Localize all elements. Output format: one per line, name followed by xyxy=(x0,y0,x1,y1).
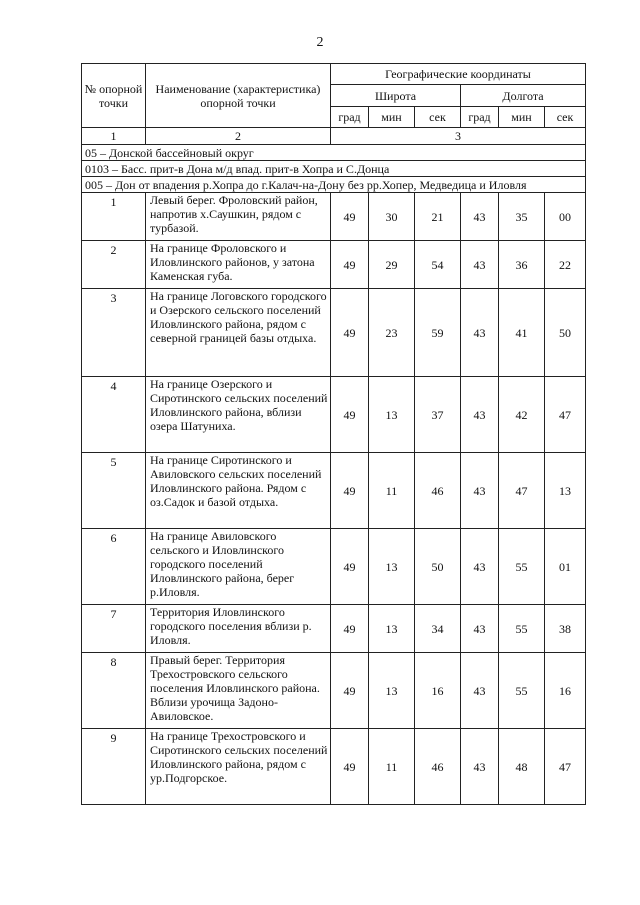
header-lon-deg: град xyxy=(461,107,499,128)
lon-min: 55 xyxy=(499,529,545,605)
lat-min: 29 xyxy=(369,241,415,289)
lon-deg: 43 xyxy=(461,289,499,377)
lon-deg: 43 xyxy=(461,241,499,289)
lon-min: 36 xyxy=(499,241,545,289)
point-number: 2 xyxy=(82,241,146,289)
lat-min: 13 xyxy=(369,377,415,453)
lat-min: 11 xyxy=(369,453,415,529)
point-description: Правый берег. Территория Трехостровского сельского поселения Иловлинского района. Вблизи урочища Задоно-Авиловское. xyxy=(146,653,331,729)
group-subbasin: 0103 – Басс. прит-в Дона м/д впад. прит-в Хопра и С.Донца xyxy=(82,161,586,177)
column-index-1: 1 xyxy=(82,128,146,145)
lat-deg: 49 xyxy=(331,529,369,605)
point-description: На границе Логовского городского и Озерского сельского поселений Иловлинского района, рядом с северной границей базы отдыха. xyxy=(146,289,331,377)
header-point-name: Наименование (характеристика) опорной точки xyxy=(146,64,331,128)
lon-deg: 43 xyxy=(461,729,499,805)
lon-sec: 38 xyxy=(545,605,586,653)
point-description: На границе Сиротинского и Авиловского сельских поселений Иловлинского района. Рядом с оз.Садок и базой отдыха. xyxy=(146,453,331,529)
point-description: На границе Фроловского и Иловлинского районов, у затона Каменская губа. xyxy=(146,241,331,289)
table-row xyxy=(82,377,586,453)
lat-deg: 49 xyxy=(331,729,369,805)
lon-min: 47 xyxy=(499,453,545,529)
lat-min: 13 xyxy=(369,529,415,605)
lat-min: 13 xyxy=(369,653,415,729)
point-number: 5 xyxy=(82,453,146,529)
lat-sec: 21 xyxy=(415,193,461,241)
table-row xyxy=(82,453,586,529)
point-number: 4 xyxy=(82,377,146,453)
point-description: Левый берег. Фроловский район, напротив х.Саушкин, рядом с турбазой. xyxy=(146,193,331,241)
lon-deg: 43 xyxy=(461,453,499,529)
lon-min: 55 xyxy=(499,605,545,653)
header-latitude: Широта xyxy=(331,85,461,107)
point-description: Территория Иловлинского городского поселения вблизи р. Иловля. xyxy=(146,605,331,653)
lon-deg: 43 xyxy=(461,529,499,605)
lat-sec: 59 xyxy=(415,289,461,377)
point-description: На границе Озерского и Сиротинского сельских поселений Иловлинского района, вблизи озера Шатуниха. xyxy=(146,377,331,453)
lat-sec: 34 xyxy=(415,605,461,653)
lon-sec: 01 xyxy=(545,529,586,605)
point-description: На границе Авиловского сельского и Иловлинского городского поселений Иловлинского района, берег р.Иловля. xyxy=(146,529,331,605)
lon-deg: 43 xyxy=(461,377,499,453)
lat-min: 11 xyxy=(369,729,415,805)
header-point-number: № опорной точки xyxy=(82,64,146,128)
table-row xyxy=(82,529,586,605)
header-lat-deg: град xyxy=(331,107,369,128)
lat-sec: 50 xyxy=(415,529,461,605)
point-number: 9 xyxy=(82,729,146,805)
lat-sec: 54 xyxy=(415,241,461,289)
table-row xyxy=(82,241,586,289)
point-number: 1 xyxy=(82,193,146,241)
point-description: На границе Трехостровского и Сиротинского сельских поселений Иловлинского района, рядом с ур.Подгорское. xyxy=(146,729,331,805)
lon-min: 41 xyxy=(499,289,545,377)
lat-deg: 49 xyxy=(331,605,369,653)
lon-sec: 22 xyxy=(545,241,586,289)
lon-deg: 43 xyxy=(461,605,499,653)
table-row xyxy=(82,729,586,805)
table-row xyxy=(82,193,586,241)
lat-deg: 49 xyxy=(331,377,369,453)
point-number: 6 xyxy=(82,529,146,605)
header-lon-sec: сек xyxy=(545,107,586,128)
point-number: 3 xyxy=(82,289,146,377)
lat-deg: 49 xyxy=(331,653,369,729)
header-longitude: Долгота xyxy=(461,85,586,107)
lat-deg: 49 xyxy=(331,241,369,289)
lat-deg: 49 xyxy=(331,453,369,529)
lat-sec: 37 xyxy=(415,377,461,453)
lon-sec: 47 xyxy=(545,729,586,805)
lat-sec: 46 xyxy=(415,729,461,805)
lat-min: 13 xyxy=(369,605,415,653)
table-row xyxy=(82,605,586,653)
header-lat-sec: сек xyxy=(415,107,461,128)
lat-sec: 46 xyxy=(415,453,461,529)
page-number: 2 xyxy=(316,35,324,50)
column-index-3: 3 xyxy=(331,128,586,145)
lat-deg: 49 xyxy=(331,193,369,241)
group-basin-district: 05 – Донской бассейновый округ xyxy=(82,145,586,161)
lon-sec: 13 xyxy=(545,453,586,529)
lon-sec: 00 xyxy=(545,193,586,241)
lon-min: 42 xyxy=(499,377,545,453)
reference-points-table xyxy=(81,63,586,805)
column-index-2: 2 xyxy=(146,128,331,145)
lon-min: 55 xyxy=(499,653,545,729)
lon-sec: 50 xyxy=(545,289,586,377)
lon-sec: 47 xyxy=(545,377,586,453)
header-geo-coordinates: Географические координаты xyxy=(331,64,586,85)
point-number: 8 xyxy=(82,653,146,729)
group-water-section: 005 – Дон от впадения р.Хопра до г.Калач-на-Дону без рр.Хопер, Медведица и Иловля xyxy=(82,177,586,193)
header-lon-min: мин xyxy=(499,107,545,128)
table-row xyxy=(82,653,586,729)
lat-min: 23 xyxy=(369,289,415,377)
lon-sec: 16 xyxy=(545,653,586,729)
lon-deg: 43 xyxy=(461,653,499,729)
lon-min: 35 xyxy=(499,193,545,241)
lon-deg: 43 xyxy=(461,193,499,241)
lat-deg: 49 xyxy=(331,289,369,377)
header-lat-min: мин xyxy=(369,107,415,128)
table-row xyxy=(82,289,586,377)
point-number: 7 xyxy=(82,605,146,653)
lat-min: 30 xyxy=(369,193,415,241)
lon-min: 48 xyxy=(499,729,545,805)
lat-sec: 16 xyxy=(415,653,461,729)
